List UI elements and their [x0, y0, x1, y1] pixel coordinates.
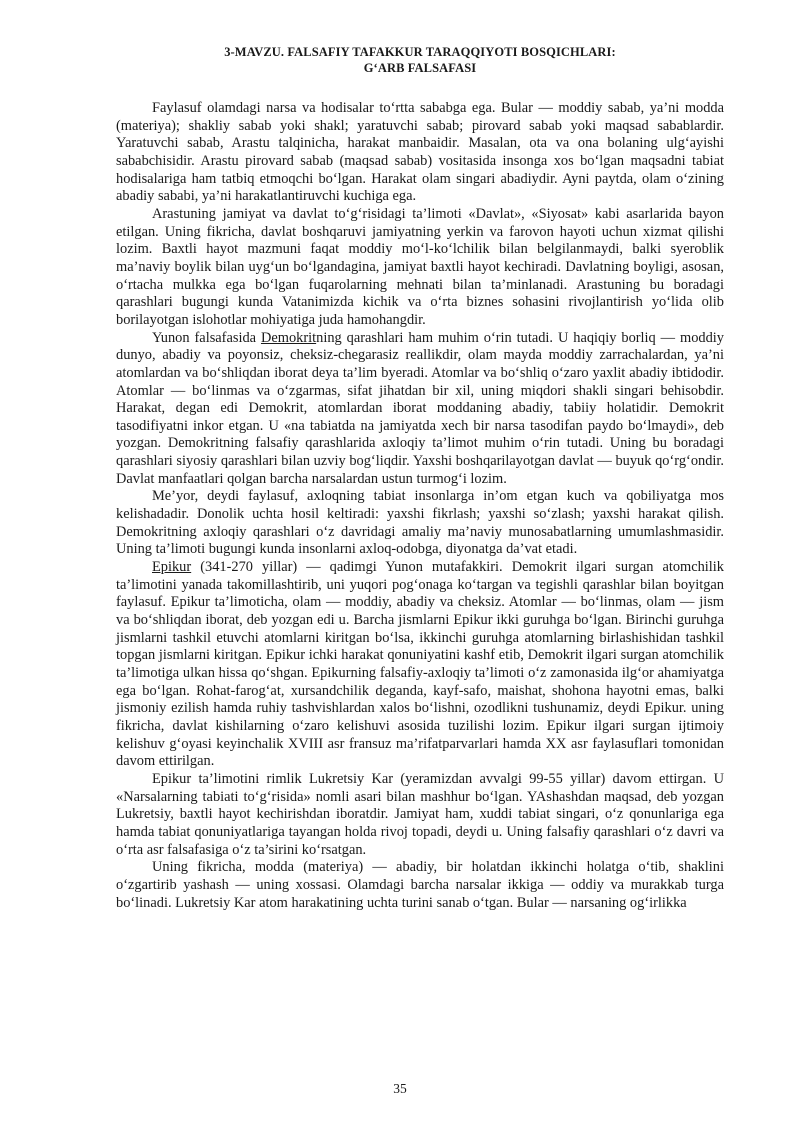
paragraph-measure: Me’yor, deydi faylasuf, axloqning tabiat insonlarga in’om etgan kuch va qobiliyatga mos kelishadadir. Donolik uchta hosil keltiradi: yaxshi fikrlash; yaxshi so‘zlash; yaxshi harakat qilish. Demokritning axloqiy qarashlari o‘z davridagi amaliy ma’naviy munosabatlarning umumlashmasidir. Uning ta’limoti bugungi kunda insonlarni axloq-odobga, diyonatga da’vat etadi.	[116, 488, 724, 558]
paragraph-text: (341-270 yillar) — qadimgi Yunon mutafakkiri. Demokrit ilgari surgan atomchilik ta’limotini yanada takomillashtirib, uni yuqori pog‘onaga ko‘targan va tegishli qarashlar bilan boyitgan faylasuf. Epikur ta’limoticha, olam — moddiy, abadiy va cheksiz. Atomlar — bo‘linmas, olam — jism va bo‘shliqdan iborat, deb yozgan edi u. Barcha jismlarni Epikur ikki guruhga bo‘lgan. Birinchi guruhga jismlarni tashkil etuvchi atomlarni kiritgan bo‘lsa, ikkinchi guruhga atomlarning birlashishidan tashkil topgan jismlarni kiritgan. Epikur ichki harakat qonuniyatini kashf etib, Demokrit ilgari surgan atomchilik ta’limotiga ulkan hissa qo‘shgan. Epikurning falsafiy-axloqiy ta’limoti o‘z zamonasida ilg‘or ahamiyatga ega bo‘lgan. Rohat-farog‘at, xursandchilik deganda, kayf-safo, maishat, shohona hayotni emas, balki jismoniy ezilish hamda ruhiy tashvishlardan xalos bo‘lishni, ozodlikni tushunamiz, deydi Epikur. uning fikricha, davlat kishilarning o‘zaro kelishuvi asosida tuzilishi lozim. Epikur ilgari surgan ijtimoiy kelishuv g‘oyasi keyinchalik XVIII asr fransuz ma’rifatparvarlari hamda XX asr faylasuflari tomonidan davom ettirilgan.	[116, 559, 724, 770]
paragraph-state-theory: Arastuning jamiyat va davlat to‘g‘risidagi ta’limoti «Davlat», «Siyosat» kabi asarlarida bayon etilgan. Uning fikricha, davlat boshqaruvi jamiyatning yerkin va farovon hayoti uchun xizmat qilishi lozim. Baxtli hayot mazmuni faqat moddiy mo‘l-ko‘lchilik bilan belgilanmaydi, balki syeroblik ma’naviy boylik bilan uyg‘un bo‘lgandagina, jamiyat baxtli hayot kechiradi. Davlatning boyligi, asosan, o‘rtacha mulkka ega bo‘lgan fuqarolarning mehnati bilan ta’minlanadi. Arastuning bu boradagi qarashlari bugungi kunda Vatanimizda kichik va o‘rta biznes sohasini rivojlantirish yo‘lida olib borilayotgan islohotlar mohiyatiga juda hamohangdir.	[116, 205, 724, 328]
epicurus-link[interactable]: Epikur	[152, 559, 192, 576]
paragraph-lucretius: Epikur ta’limotini rimlik Lukretsiy Kar (yeramizdan avvalgi 99-55 yillar) davom ettirgan. U «Narsalarning tabiati to‘g‘risida» nomli asari bilan mashhur bo‘lgan. YAshashdan maqsad, deb yozgan Lukretsiy, baxtli hayot kechirishdan iboratdir. Jamiyat ham, xuddi tabiat singari, o‘z qonunlariga ega hamda tabiat qonuniyatlariga tayangan holda rivoj topadi, deydi u. Uning falsafiy qarashlari o‘z davri va o‘rta asr falsafasiga o‘z ta’sirini ko‘rsatgan.	[116, 770, 724, 858]
paragraph-democritus	[116, 330, 724, 489]
paragraph-epicurus	[116, 559, 724, 771]
page-content	[116, 44, 724, 912]
paragraph-text: ning qarashlari ham muhim o‘rin tutadi. U haqiqiy borliq — moddiy dunyo, abadiy va poyonsiz, cheksiz-chegarasiz reallikdir, olam mayda moddiy zarrachalardan, ya’ni atomlardan va bo‘shliqdan iborat deya ta’lim byeradi. Atomlar va bo‘shliq o‘zaro yaxlit abadiy ibtidodir. Atomlar — bo‘linmas va o‘zgarmas, sifat jihatdan bir xil, uning miqdori shakli singari behisobdir. Harakat, degan edi Demokrit, atomlardan iborat moddaning abadiy, tabiiy holatidir. Demokrit tasodifiyatni inkor etgan. U «na tabiatda na jamiyatda xech bir narsa tasodifan paydo bo‘lmaydi», deb yozgan. Demokritning falsafiy qarashlarida axloqiy ta’limot muhim o‘rin tutadi. Uning bu boradagi qarashlari siyosiy qarashlari bilan uzviy bog‘liqdir. Yaxshi boshqarilayotgan davlat — buyuk qo‘rg‘ondir. Davlat manfaatlari qolgan barcha narsalardan ustun turmog‘i lozim.	[116, 329, 724, 487]
chapter-header	[116, 44, 724, 76]
paragraph-matter: Uning fikricha, modda (materiya) — abadiy, bir holatdan ikkinchi holatga o‘tib, shaklini o‘zgartirib yashash — uning xossasi. Olamdagi barcha narsalar ikkiga — oddiy va murakkab turga bo‘linadi. Lukretsiy Kar atom harakatining uchta turini sanab o‘tgan. Bular — narsaning og‘irlikka	[116, 859, 724, 911]
paragraph-causes: Faylasuf olamdagi narsa va hodisalar to‘rtta sababga ega. Bular — moddiy sabab, ya’ni modda (materiya); shakliy sabab yoki shakl; yaratuvchi sabab; pirovard sabab yoki maqsad sabablardir. Yaratuvchi sabab, Arastu talqinicha, harakat manbaidir. Masalan, ota va ona bolaning ulg‘ayishi sababchisidir. Arastu pirovard sabab (maqsad sabab) vositasida insonga xos bo‘lgan maqsadni tabiat hodisalariga ham tatbiq etmoqchi bo‘lgan. Harakat olam singari abadiydir. Ayni paytda, olam o‘zining abadiy sababi, ya’ni harakatlantiruvchi kuchiga ega.	[116, 100, 724, 205]
chapter-subtitle: G‘ARB FALSAFASI	[363, 61, 477, 75]
paragraph-text: Yunon falsafasida	[152, 329, 261, 346]
chapter-title: 3-MAVZU. FALSAFIY TAFAKKUR TARAQQIYOTI BOSQICHLARI:	[224, 45, 616, 59]
democritus-link[interactable]: Demokrit	[260, 329, 317, 346]
page-number: 35	[393, 1081, 407, 1096]
